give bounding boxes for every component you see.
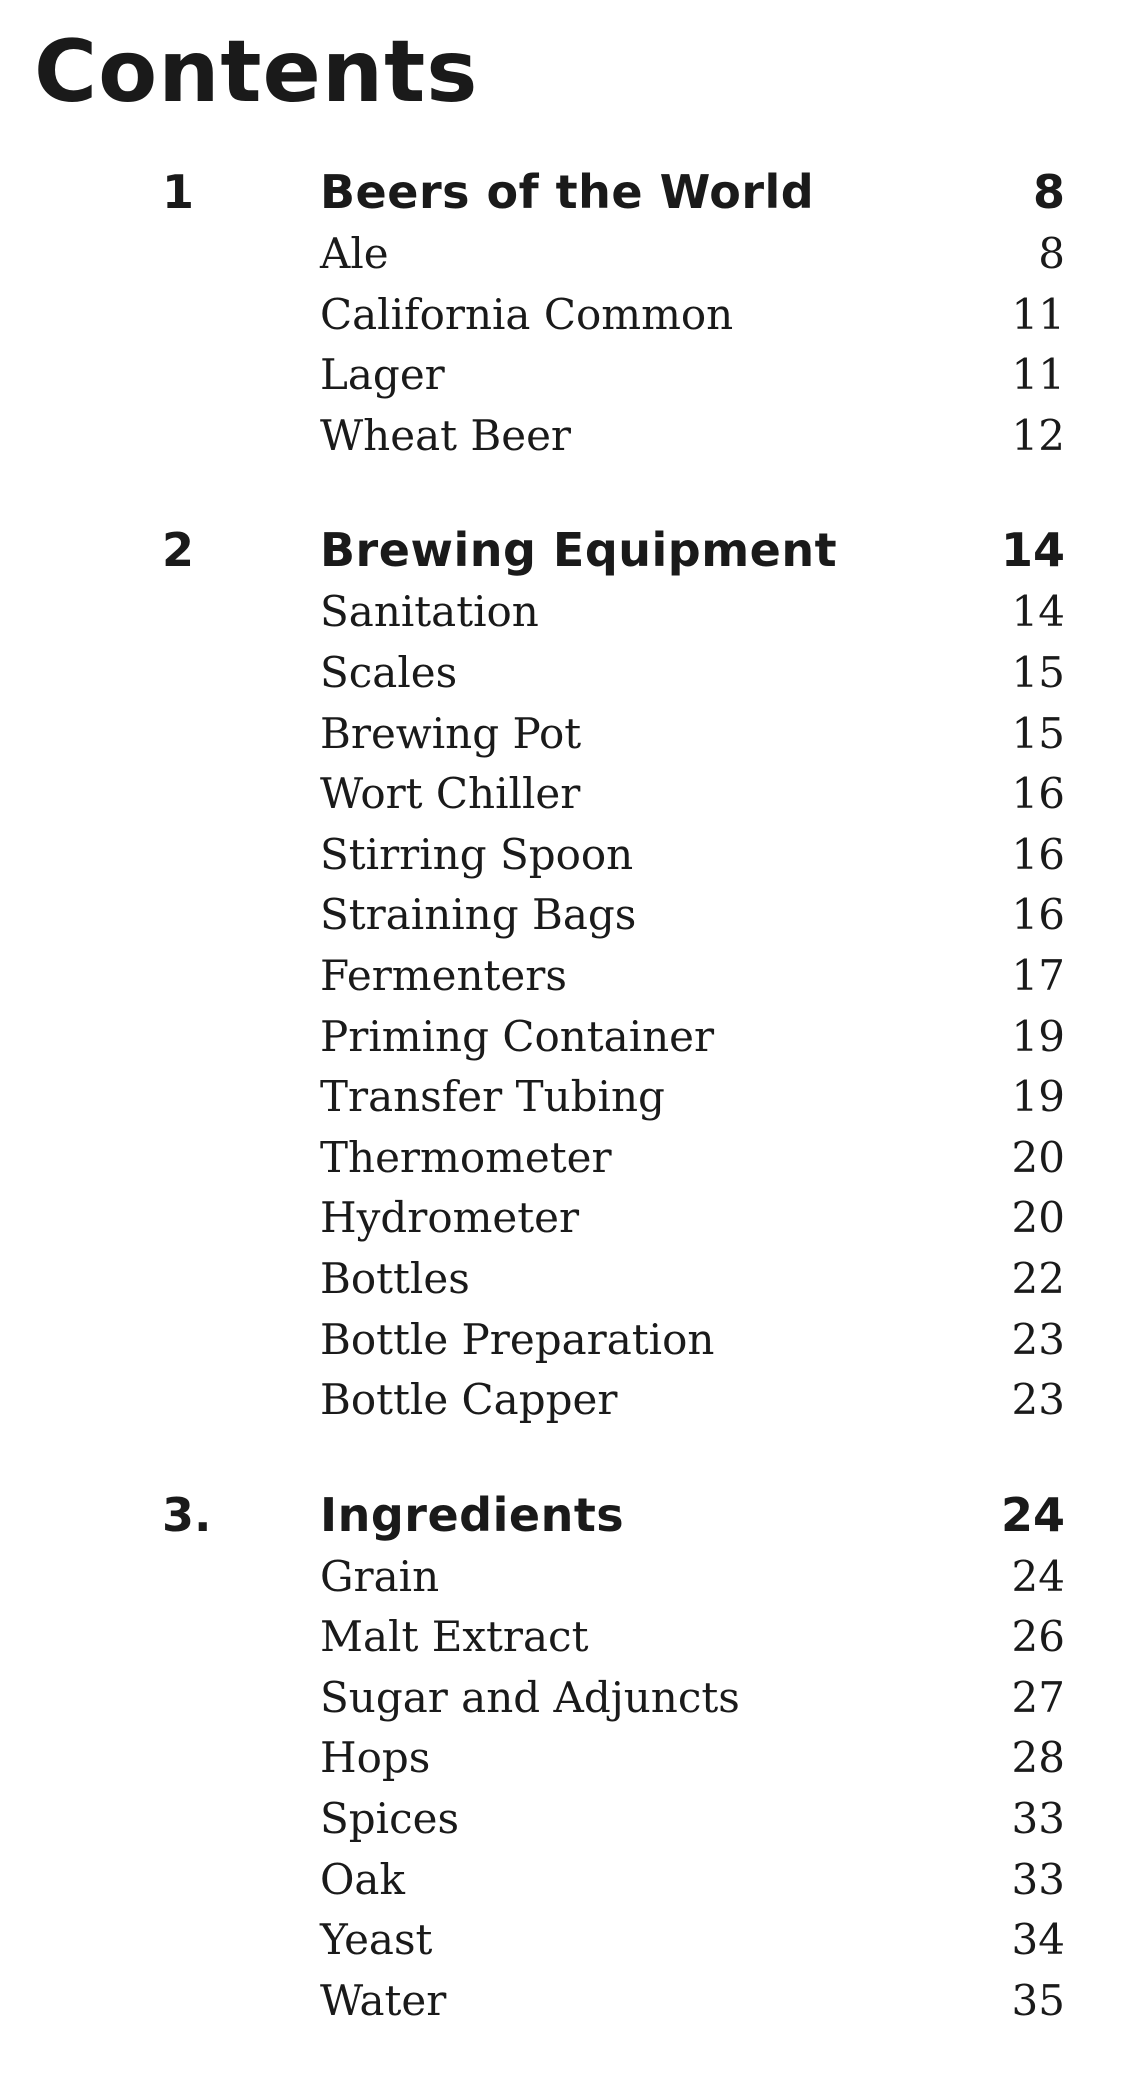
- toc-entry[interactable]: [0, 764, 1139, 825]
- entry-page-number: 23: [1011, 1375, 1065, 1425]
- entry-title: California Common: [320, 289, 734, 339]
- entry-page-number: 26: [1011, 1612, 1065, 1662]
- toc-entry[interactable]: [0, 1668, 1139, 1729]
- toc-entry[interactable]: [0, 825, 1139, 886]
- entry-page-number: 16: [1011, 829, 1065, 879]
- entry-page-number: 14: [1011, 587, 1065, 637]
- chapter-title: Ingredients: [320, 1487, 625, 1542]
- entry-page-number: 11: [1011, 350, 1065, 400]
- chapter-number: 2: [162, 523, 195, 578]
- chapter-title: Beers of the World: [320, 165, 815, 219]
- toc-entry[interactable]: [0, 1007, 1139, 1068]
- toc-entry[interactable]: [0, 1370, 1139, 1431]
- entry-title: Water: [320, 1975, 447, 2025]
- chapter-page-number: 14: [1000, 523, 1065, 578]
- entry-page-number: 15: [1011, 708, 1065, 758]
- entry-title: Hops: [320, 1733, 431, 1783]
- entry-page-number: 34: [1011, 1915, 1065, 1965]
- entry-page-number: 12: [1011, 410, 1065, 460]
- entry-title: Yeast: [320, 1915, 433, 1965]
- entry-page-number: 22: [1011, 1253, 1065, 1303]
- chapter-title: Brewing Equipment: [320, 523, 838, 578]
- chapter-heading[interactable]: [0, 1483, 1139, 1547]
- entry-title: Ale: [320, 229, 389, 278]
- entry-page-number: 33: [1011, 1794, 1065, 1844]
- entry-title: Wort Chiller: [320, 769, 581, 819]
- toc-entry[interactable]: [0, 1789, 1139, 1850]
- entry-page-number: 23: [1011, 1314, 1065, 1364]
- entry-title: Bottles: [320, 1253, 470, 1303]
- entry-page-number: 28: [1011, 1733, 1065, 1783]
- entry-title: Priming Container: [320, 1011, 715, 1061]
- entry-title: Sanitation: [320, 587, 539, 637]
- toc-entry[interactable]: [0, 704, 1139, 765]
- entry-page-number: 24: [1011, 1551, 1065, 1601]
- toc-entry[interactable]: [0, 345, 1139, 406]
- chapter-1: [0, 160, 1139, 466]
- toc-entry[interactable]: [0, 1971, 1139, 2032]
- chapter-number: 1: [162, 165, 195, 219]
- entry-title: Bottle Capper: [320, 1375, 618, 1425]
- chapter-heading[interactable]: [0, 160, 1139, 224]
- entry-title: Spices: [320, 1794, 460, 1844]
- toc-entry[interactable]: [0, 1850, 1139, 1911]
- entry-page-number: 11: [1011, 289, 1065, 339]
- entry-page-number: 27: [1011, 1672, 1065, 1722]
- toc-entry[interactable]: [0, 1310, 1139, 1371]
- entry-title: Thermometer: [320, 1132, 612, 1182]
- entry-title: Sugar and Adjuncts: [320, 1672, 740, 1722]
- entry-page-number: 20: [1011, 1132, 1065, 1182]
- toc-entry[interactable]: [0, 1249, 1139, 1310]
- toc-entry[interactable]: [0, 1188, 1139, 1249]
- chapter-2: [0, 518, 1139, 1430]
- toc-entry[interactable]: [0, 1547, 1139, 1608]
- entry-page-number: 19: [1011, 1011, 1065, 1061]
- entry-title: Scales: [320, 647, 458, 697]
- entry-title: Oak: [320, 1854, 405, 1904]
- entry-page-number: 17: [1011, 950, 1065, 1000]
- entry-page-number: 35: [1011, 1975, 1065, 2025]
- toc-entry[interactable]: [0, 946, 1139, 1007]
- entry-title: Brewing Pot: [320, 708, 582, 758]
- toc-entry[interactable]: [0, 643, 1139, 704]
- entry-page-number: 19: [1011, 1072, 1065, 1122]
- toc-entry[interactable]: [0, 1067, 1139, 1128]
- entry-page-number: 15: [1011, 647, 1065, 697]
- entry-title: Bottle Preparation: [320, 1314, 715, 1364]
- entry-page-number: 20: [1011, 1193, 1065, 1243]
- toc-entry[interactable]: [0, 1607, 1139, 1668]
- chapter-page-number: 24: [1000, 1487, 1065, 1542]
- toc-entry[interactable]: [0, 582, 1139, 643]
- chapter-heading[interactable]: [0, 518, 1139, 582]
- toc-entry[interactable]: [0, 224, 1139, 285]
- toc-entry[interactable]: [0, 285, 1139, 346]
- entry-title: Stirring Spoon: [320, 829, 634, 879]
- table-of-contents: [0, 160, 1139, 2083]
- entry-title: Hydrometer: [320, 1193, 580, 1243]
- toc-entry[interactable]: [0, 1128, 1139, 1189]
- entry-title: Wheat Beer: [320, 410, 571, 460]
- entry-title: Transfer Tubing: [320, 1072, 665, 1122]
- entry-title: Lager: [320, 350, 445, 400]
- entry-page-number: 33: [1011, 1854, 1065, 1904]
- page-title: Contents: [34, 22, 479, 122]
- entry-page-number: 16: [1011, 769, 1065, 819]
- entry-title: Grain: [320, 1551, 440, 1601]
- chapter-3: [0, 1483, 1139, 2032]
- chapter-number: 3.: [162, 1487, 212, 1542]
- entry-title: Fermenters: [320, 950, 567, 1000]
- entry-page-number: 8: [1038, 229, 1065, 278]
- toc-entry[interactable]: [0, 1910, 1139, 1971]
- entry-title: Malt Extract: [320, 1612, 589, 1662]
- toc-entry[interactable]: [0, 1728, 1139, 1789]
- toc-entry[interactable]: [0, 885, 1139, 946]
- chapter-page-number: 8: [1032, 165, 1065, 219]
- entry-title: Straining Bags: [320, 890, 637, 940]
- entry-page-number: 16: [1011, 890, 1065, 940]
- toc-entry[interactable]: [0, 406, 1139, 467]
